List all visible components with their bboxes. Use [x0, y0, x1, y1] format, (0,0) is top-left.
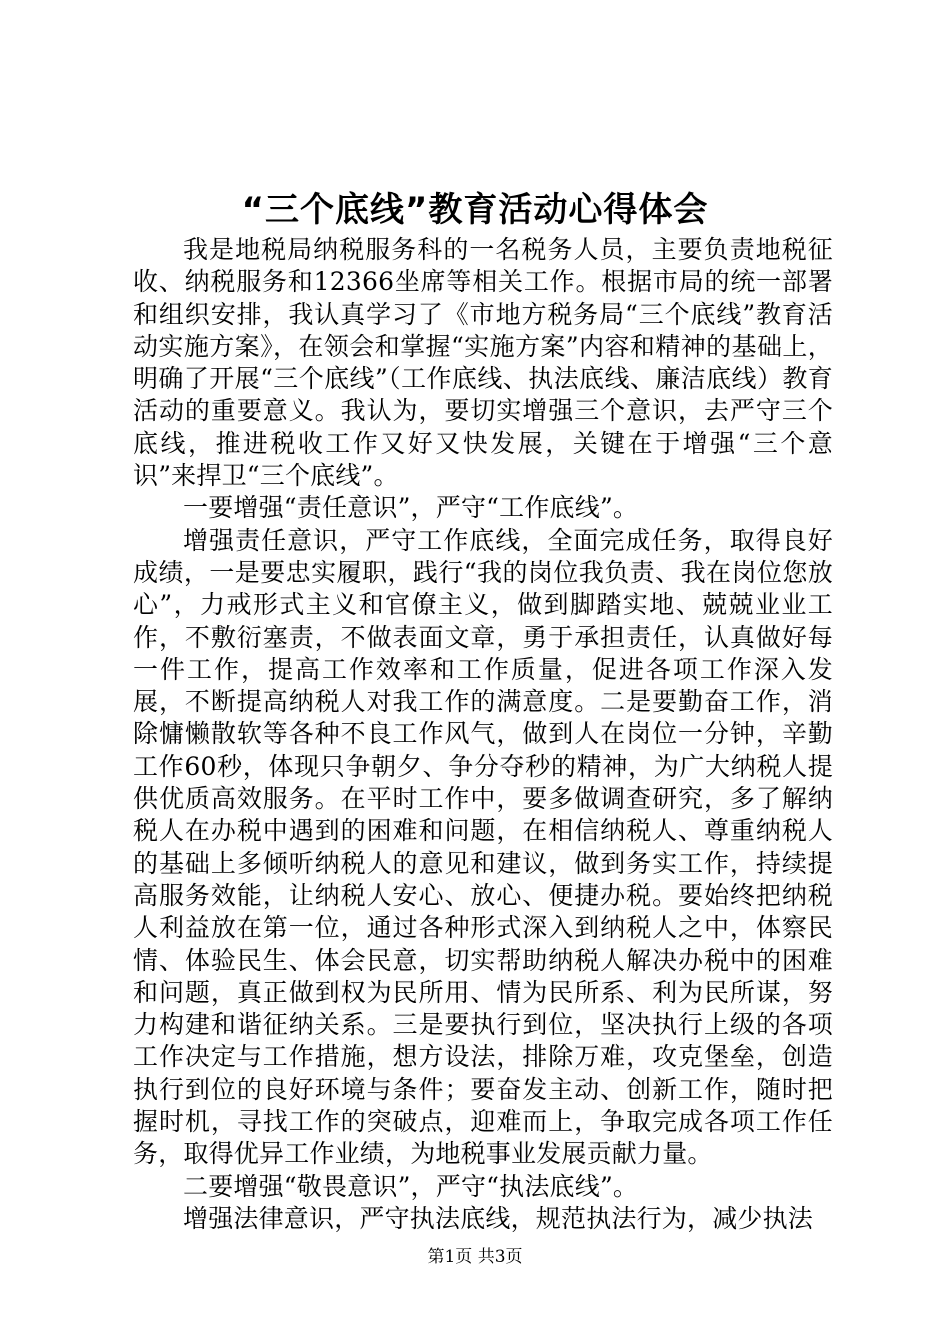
- document-body: [133, 234, 833, 1235]
- document-title: “三个底线”教育活动心得体会: [241, 190, 709, 230]
- section-heading-responsibility: 一要增强“责任意识”，严守“工作底线”。: [183, 493, 639, 523]
- page-number-footer: 第1页 共3页: [427, 1247, 523, 1267]
- section-heading-awe: 二要增强“敬畏意识”，严守“执法底线”。: [183, 1171, 639, 1201]
- paragraph-responsibility: 增强责任意识，严守工作底线，全面完成任务，取得良好成绩，一是要忠实履职，践行“我的岗位我负责、我在岗位您放心”，力戒形式主义和官僚主义，做到脚踏实地、兢兢业业工作，不敷衍塞责，不做表面文章，勇于承担责任，认真做好每一件工作，提高工作效率和工作质量，促进各项工作深入发展，不断提高纳税人对我工作的满意度。二是要勤奋工作，消除慵懒散软等各种不良工作风气，做到人在岗位一分钟，辛勤工作60秒，体现只争朝夕、争分夺秒的精神，为广大纳税人提供优质高效服务。在平时工作中，要多做调查研究，多了解纳税人在办税中遇到的困难和问题，在相信纳税人、尊重纳税人的基础上多倾听纳税人的意见和建议，做到务实工作，持续提高服务效能，让纳税人安心、放心、便捷办税。要始终把纳税人利益放在第一位，通过各种形式深入到纳税人之中，体察民情、体验民生、体会民意，切实帮助纳税人解决办税中的困难和问题，真正做到权为民所用、情为民所系、利为民所谋，努力构建和谐征纳关系。三是要执行到位，坚决执行上级的各项工作决定与工作措施，想方设法，排除万难，攻克堡垒，创造执行到位的良好环境与条件；要奋发主动、创新工作，随时把握时机，寻找工作的突破点，迎难而上，争取完成各项工作任务，取得优异工作业绩，为地税事业发展贡献力量。: [133, 525, 833, 1169]
- paragraph-intro: 我是地税局纳税服务科的一名税务人员，主要负责地税征收、纳税服务和12366坐席等相关工作。根据市局的统一部署和组织安排，我认真学习了《市地方税务局“三个底线”教育活动实施方案》，在领会和掌握“实施方案”内容和精神的基础上，明确了开展“三个底线”（工作底线、执法底线、廉洁底线）教育活动的重要意义。我认为，要切实增强三个意识，去严守三个底线，推进税收工作又好又快发展，关键在于增强“三个意识”来捍卫“三个底线”。: [133, 235, 833, 491]
- paragraph-law: 增强法律意识，严守执法底线，规范执法行为，减少执法: [183, 1203, 814, 1233]
